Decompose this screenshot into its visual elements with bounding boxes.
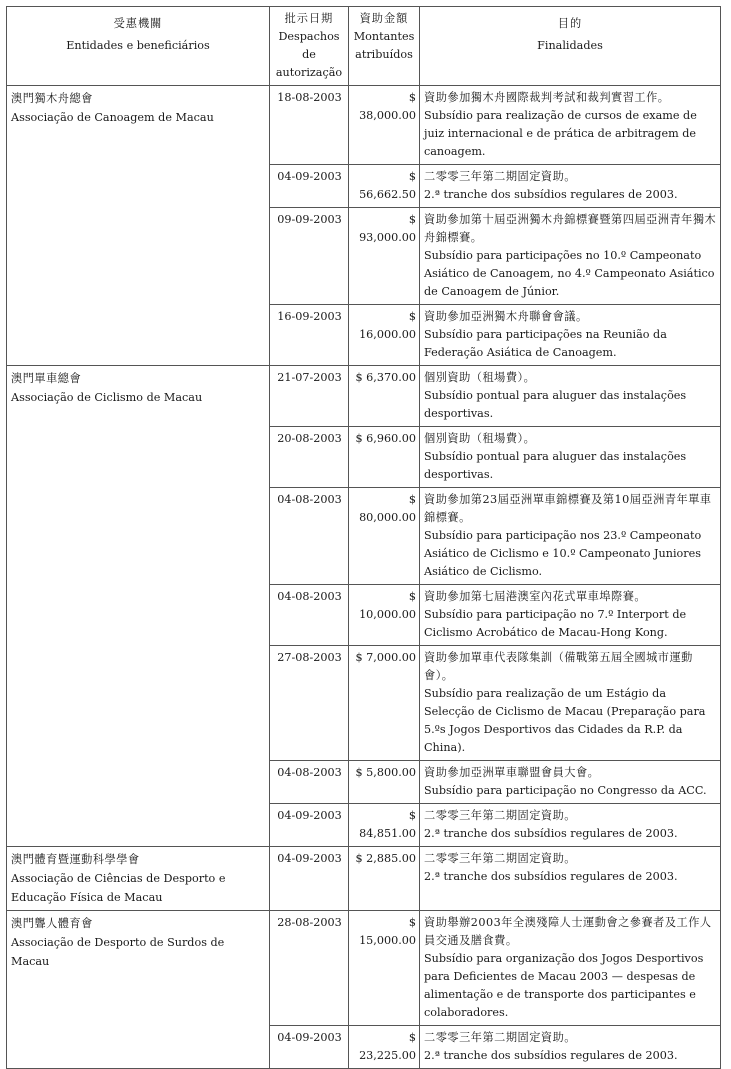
purpose-pt: 2.ª tranche dos subsídios regulares de 2003. [424, 1049, 678, 1062]
purpose-zh: 個別資助（租場費）。 [424, 371, 536, 384]
grant-amount: $ 93,000.00 [349, 208, 420, 305]
purpose-zh: 個別資助（租場費）。 [424, 432, 536, 445]
entity-name-pt: Associação de Canoagem de Macau [11, 111, 214, 124]
purpose-zh: 資助參加第23屆亞洲單車錦標賽及第10屆亞洲青年單車錦標賽。 [424, 493, 712, 524]
entity-name-zh: 澳門聾人體育會 [11, 917, 93, 930]
dispatch-date: 04-09-2003 [270, 1026, 349, 1069]
purpose-cell [420, 646, 721, 761]
header-amount [349, 7, 420, 86]
purpose-zh: 資助參加亞洲獨木舟聯會會議。 [424, 310, 588, 323]
purpose-zh: 二零零三年第二期固定資助。 [424, 170, 576, 183]
header-amount-pt: Montantes atribuídos [353, 30, 415, 61]
purpose-zh: 二零零三年第二期固定資助。 [424, 852, 576, 865]
dispatch-date: 04-09-2003 [270, 847, 349, 911]
table-row [7, 366, 721, 427]
table-row [7, 847, 721, 911]
entity-cell [7, 911, 270, 1069]
purpose-pt: Subsídio para organização dos Jogos Desportivos para Deficientes de Macau 2003 — despesas de alimentação e de transporte dos participantes e colaboradores. [424, 952, 704, 1019]
purpose-pt: Subsídio pontual para aluguer das instalações desportivas. [424, 389, 687, 420]
dispatch-date: 20-08-2003 [270, 427, 349, 488]
purpose-pt: Subsídio para participações na Reunião da Federação Asiática de Canoagem. [424, 328, 667, 359]
grant-amount: $ 10,000.00 [349, 585, 420, 646]
purpose-cell [420, 427, 721, 488]
entity-cell [7, 847, 270, 911]
header-purpose [420, 7, 721, 86]
entity-name-pt: Associação de Ciências de Desporto e Educação Física de Macau [11, 872, 226, 904]
dispatch-date: 04-08-2003 [270, 488, 349, 585]
purpose-pt: Subsídio para participação no 7.º Interport de Ciclismo Acrobático de Macau-Hong Kong. [424, 608, 687, 639]
purpose-cell [420, 208, 721, 305]
purpose-pt: 2.ª tranche dos subsídios regulares de 2003. [424, 827, 678, 840]
purpose-pt: Subsídio para participação no Congresso da ACC. [424, 784, 707, 797]
grants-table [6, 6, 721, 1069]
entity-cell [7, 86, 270, 366]
grant-amount: $ 6,960.00 [349, 427, 420, 488]
header-date [270, 7, 349, 86]
purpose-cell [420, 165, 721, 208]
grant-amount: $ 15,000.00 [349, 911, 420, 1026]
purpose-pt: Subsídio pontual para aluguer das instalações desportivas. [424, 450, 687, 481]
purpose-cell [420, 585, 721, 646]
table-row [7, 911, 721, 1026]
purpose-zh: 資助舉辦2003年全澳殘障人士運動會之參賽者及工作人員交通及膳食費。 [424, 916, 712, 947]
grant-amount: $ 80,000.00 [349, 488, 420, 585]
grant-amount: $ 84,851.00 [349, 804, 420, 847]
entity-cell [7, 366, 270, 847]
table-header-row [7, 7, 721, 86]
table-body [7, 86, 721, 1069]
dispatch-date: 21-07-2003 [270, 366, 349, 427]
purpose-cell [420, 847, 721, 911]
purpose-cell [420, 86, 721, 165]
header-entity-pt: Entidades e beneficiários [66, 39, 210, 52]
purpose-pt: Subsídio para realização de um Estágio da Selecção de Ciclismo de Macau (Preparação para 5.ºs Jogos Desportivos das Cidades da R.P. da China). [424, 687, 706, 754]
dispatch-date: 04-08-2003 [270, 585, 349, 646]
purpose-cell [420, 804, 721, 847]
dispatch-date: 27-08-2003 [270, 646, 349, 761]
dispatch-date: 04-09-2003 [270, 804, 349, 847]
grant-amount: $ 2,885.00 [349, 847, 420, 911]
grant-amount: $ 56,662.50 [349, 165, 420, 208]
header-purpose-zh: 目的 [557, 17, 583, 30]
purpose-zh: 二零零三年第二期固定資助。 [424, 809, 576, 822]
purpose-pt: 2.ª tranche dos subsídios regulares de 2003. [424, 870, 678, 883]
purpose-cell [420, 1026, 721, 1069]
dispatch-date: 28-08-2003 [270, 911, 349, 1026]
purpose-zh: 二零零三年第二期固定資助。 [424, 1031, 576, 1044]
dispatch-date: 04-09-2003 [270, 165, 349, 208]
grant-amount: $ 6,370.00 [349, 366, 420, 427]
header-amount-zh: 資助金額 [359, 12, 409, 25]
header-purpose-pt: Finalidades [537, 39, 603, 52]
grant-amount: $ 23,225.00 [349, 1026, 420, 1069]
purpose-zh: 資助參加單車代表隊集訓（備戰第五屆全國城市運動會）。 [424, 651, 693, 682]
purpose-cell [420, 761, 721, 804]
grant-amount: $ 7,000.00 [349, 646, 420, 761]
purpose-zh: 資助參加第七屆港澳室內花式單車埠際賽。 [424, 590, 647, 603]
purpose-cell [420, 366, 721, 427]
header-date-zh: 批示日期 [284, 12, 334, 25]
purpose-pt: Subsídio para realização de cursos de exame de juiz internacional e de prática de arbitragem de canoagem. [424, 109, 697, 158]
dispatch-date: 09-09-2003 [270, 208, 349, 305]
purpose-cell [420, 911, 721, 1026]
purpose-pt: Subsídio para participações no 10.º Campeonato Asiático de Canoagem, no 4.º Campeonato Asiático de Canoagem de Júnior. [424, 249, 715, 298]
header-entity-zh: 受惠機關 [113, 17, 163, 30]
purpose-zh: 資助參加第十屆亞洲獨木舟錦標賽暨第四屆亞洲青年獨木舟錦標賽。 [424, 213, 717, 244]
purpose-cell [420, 488, 721, 585]
header-date-pt: Despachos de autorização [275, 30, 343, 79]
entity-name-zh: 澳門體育暨運動科學學會 [11, 853, 140, 866]
entity-name-zh: 澳門獨木舟總會 [11, 92, 93, 105]
dispatch-date: 18-08-2003 [270, 86, 349, 165]
entity-name-zh: 澳門單車總會 [11, 372, 82, 385]
header-entity [7, 7, 270, 86]
entity-name-pt: Associação de Desporto de Surdos de Macau [11, 936, 225, 968]
table-row [7, 86, 721, 165]
purpose-zh: 資助參加亞洲單車聯盟會員大會。 [424, 766, 600, 779]
grant-amount: $ 16,000.00 [349, 305, 420, 366]
purpose-pt: 2.ª tranche dos subsídios regulares de 2003. [424, 188, 678, 201]
entity-name-pt: Associação de Ciclismo de Macau [11, 391, 203, 404]
purpose-cell [420, 305, 721, 366]
dispatch-date: 16-09-2003 [270, 305, 349, 366]
dispatch-date: 04-08-2003 [270, 761, 349, 804]
grant-amount: $ 38,000.00 [349, 86, 420, 165]
purpose-pt: Subsídio para participação nos 23.º Campeonato Asiático de Ciclismo e 10.º Campeonato Juniores Asiático de Ciclismo. [424, 529, 702, 578]
purpose-zh: 資助參加獨木舟國際裁判考試和裁判實習工作。 [424, 91, 670, 104]
grant-amount: $ 5,800.00 [349, 761, 420, 804]
